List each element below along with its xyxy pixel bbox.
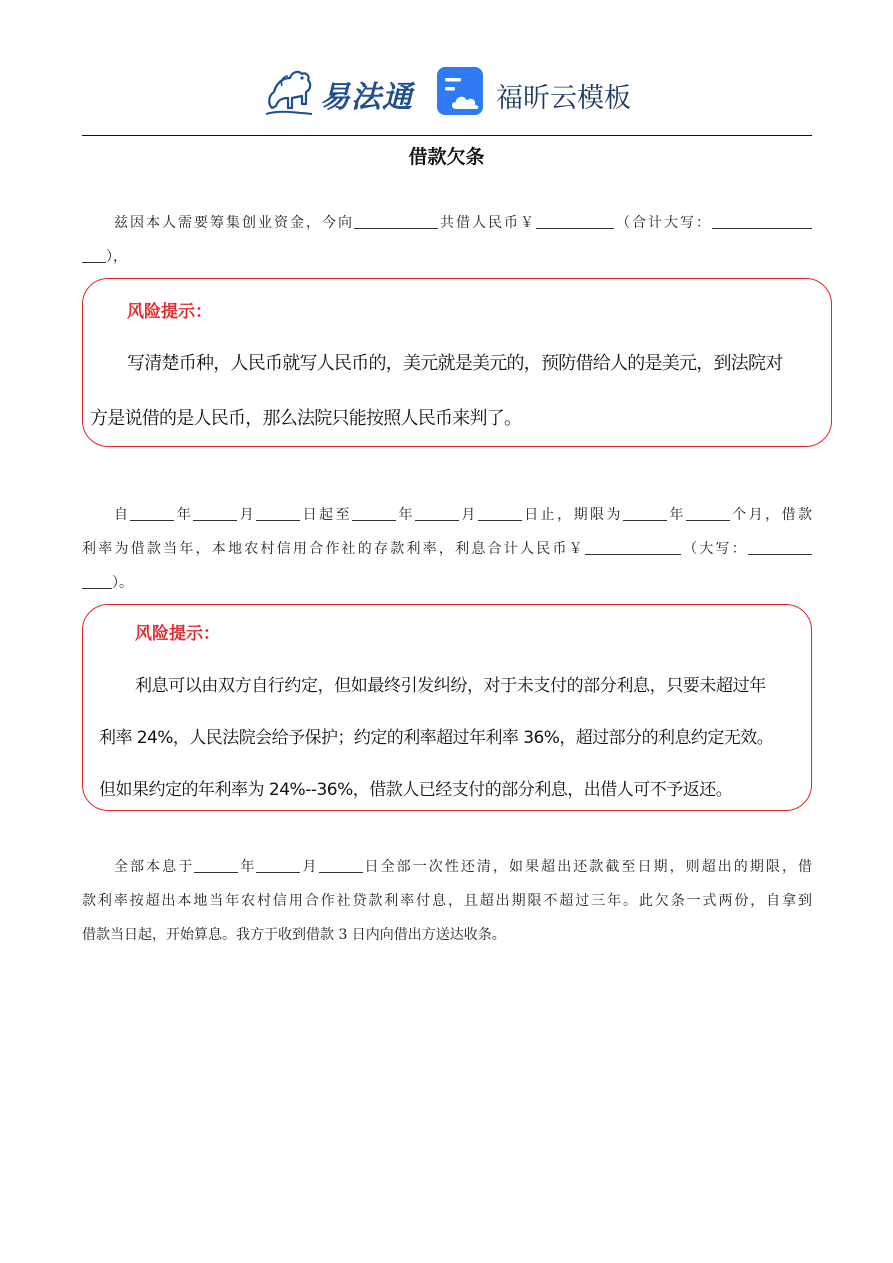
text-segment: （大写： — [680, 541, 749, 557]
risk-notice-line: 方是说借的是人民币，那么法院只能按照人民币来判了。 — [90, 408, 522, 429]
yifatong-logo-text: 易法通 — [320, 80, 413, 115]
text-segment: ）， — [106, 249, 127, 265]
end-month-blank[interactable] — [415, 506, 459, 521]
text-segment: 日起至 — [300, 507, 353, 523]
interest-uppercase-blank-cont[interactable] — [82, 574, 112, 589]
paragraph-line: 款利率按超出本地当年农村信用合作社贷款利率付息，且超出期限不超过三年。此欠条一式两份，自拿到 — [82, 893, 812, 909]
lender-name-blank[interactable] — [354, 214, 438, 229]
risk-notice-line: 但如果约定的年利率为 24%--36%，借款人已经支付的部分利息，出借人可不予返还。 — [99, 780, 733, 800]
text-segment: 月 — [300, 859, 319, 875]
text-segment: 年 — [396, 507, 415, 523]
paragraph-line — [82, 240, 812, 274]
yifatong-logo — [262, 64, 414, 120]
paragraph-line — [82, 850, 812, 884]
header — [0, 58, 893, 124]
text-segment: 自 — [114, 507, 131, 523]
qilin-horse-logo-icon — [262, 64, 322, 120]
paragraph-repayment — [82, 850, 812, 952]
text-segment: 兹因本人需要筹集创业资金，今向 — [114, 215, 354, 231]
header-divider — [82, 135, 812, 136]
risk-notice-currency — [82, 278, 832, 447]
term-years-blank[interactable] — [623, 506, 667, 521]
amount-uppercase-blank-cont[interactable] — [82, 248, 106, 263]
end-day-blank[interactable] — [478, 506, 522, 521]
risk-notice-title: 风险提示： — [127, 302, 212, 322]
fuxin-logo — [436, 66, 636, 122]
text-segment: 日全部一次性还清，如果超出还款截至日期，则超出的期限，借 — [362, 859, 813, 875]
start-day-blank[interactable] — [256, 506, 300, 521]
fuxin-logo-text: 福昕云模板 — [496, 83, 631, 114]
amount-uppercase-blank[interactable] — [712, 214, 812, 229]
start-year-blank[interactable] — [130, 506, 174, 521]
paragraph-line — [82, 206, 812, 240]
text-segment: 月 — [237, 507, 257, 523]
risk-notice-interest — [82, 604, 812, 811]
repay-day-blank[interactable] — [319, 858, 363, 873]
paragraph-line — [82, 498, 812, 532]
paragraph-line — [82, 532, 812, 566]
text-segment: ）。 — [112, 575, 133, 591]
text-segment: 年 — [666, 507, 686, 523]
interest-uppercase-blank[interactable] — [748, 540, 812, 555]
text-segment: 个月，借款 — [729, 507, 813, 523]
risk-notice-line: 利息可以由双方自行约定，但如最终引发纠纷，对于未支付的部分利息，只要未超过年 — [135, 676, 766, 696]
text-segment: 利率为借款当年，本地农村信用合作社的存款利率，利息合计人民币￥ — [82, 541, 585, 557]
repay-year-blank[interactable] — [194, 858, 238, 873]
paragraph-loan-amount — [82, 206, 812, 274]
paragraph-line: 借款当日起，开始算息。我方于收到借款 3 日内向借出方送达收条。 — [82, 927, 506, 943]
end-year-blank[interactable] — [352, 506, 396, 521]
paragraph-line — [82, 566, 812, 600]
cloud-document-logo-icon — [436, 66, 486, 118]
repay-month-blank[interactable] — [256, 858, 300, 873]
amount-blank[interactable] — [536, 214, 614, 229]
risk-notice-line: 写清楚币种，人民币就写人民币的，美元就是美元的，预防借给人的是美元，到法院对 — [127, 353, 783, 374]
text-segment: （合计大写： — [614, 215, 712, 231]
paragraph-loan-term — [82, 498, 812, 600]
risk-notice-line: 利率 24%，人民法院会给予保护；约定的利率超过年利率 36%，超过部分的利息约定无效。 — [99, 728, 774, 748]
text-segment: 全部本息于 — [114, 859, 195, 875]
text-segment: 年 — [238, 859, 257, 875]
text-segment: 月 — [458, 507, 478, 523]
term-months-blank[interactable] — [686, 506, 730, 521]
interest-amount-blank[interactable] — [585, 540, 681, 555]
text-segment: 共借人民币￥ — [438, 215, 536, 231]
start-month-blank[interactable] — [193, 506, 237, 521]
text-segment: 年 — [174, 507, 194, 523]
document-title: 借款欠条 — [408, 146, 485, 168]
text-segment: 日止，期限为 — [521, 507, 623, 523]
risk-notice-title: 风险提示： — [135, 624, 220, 644]
